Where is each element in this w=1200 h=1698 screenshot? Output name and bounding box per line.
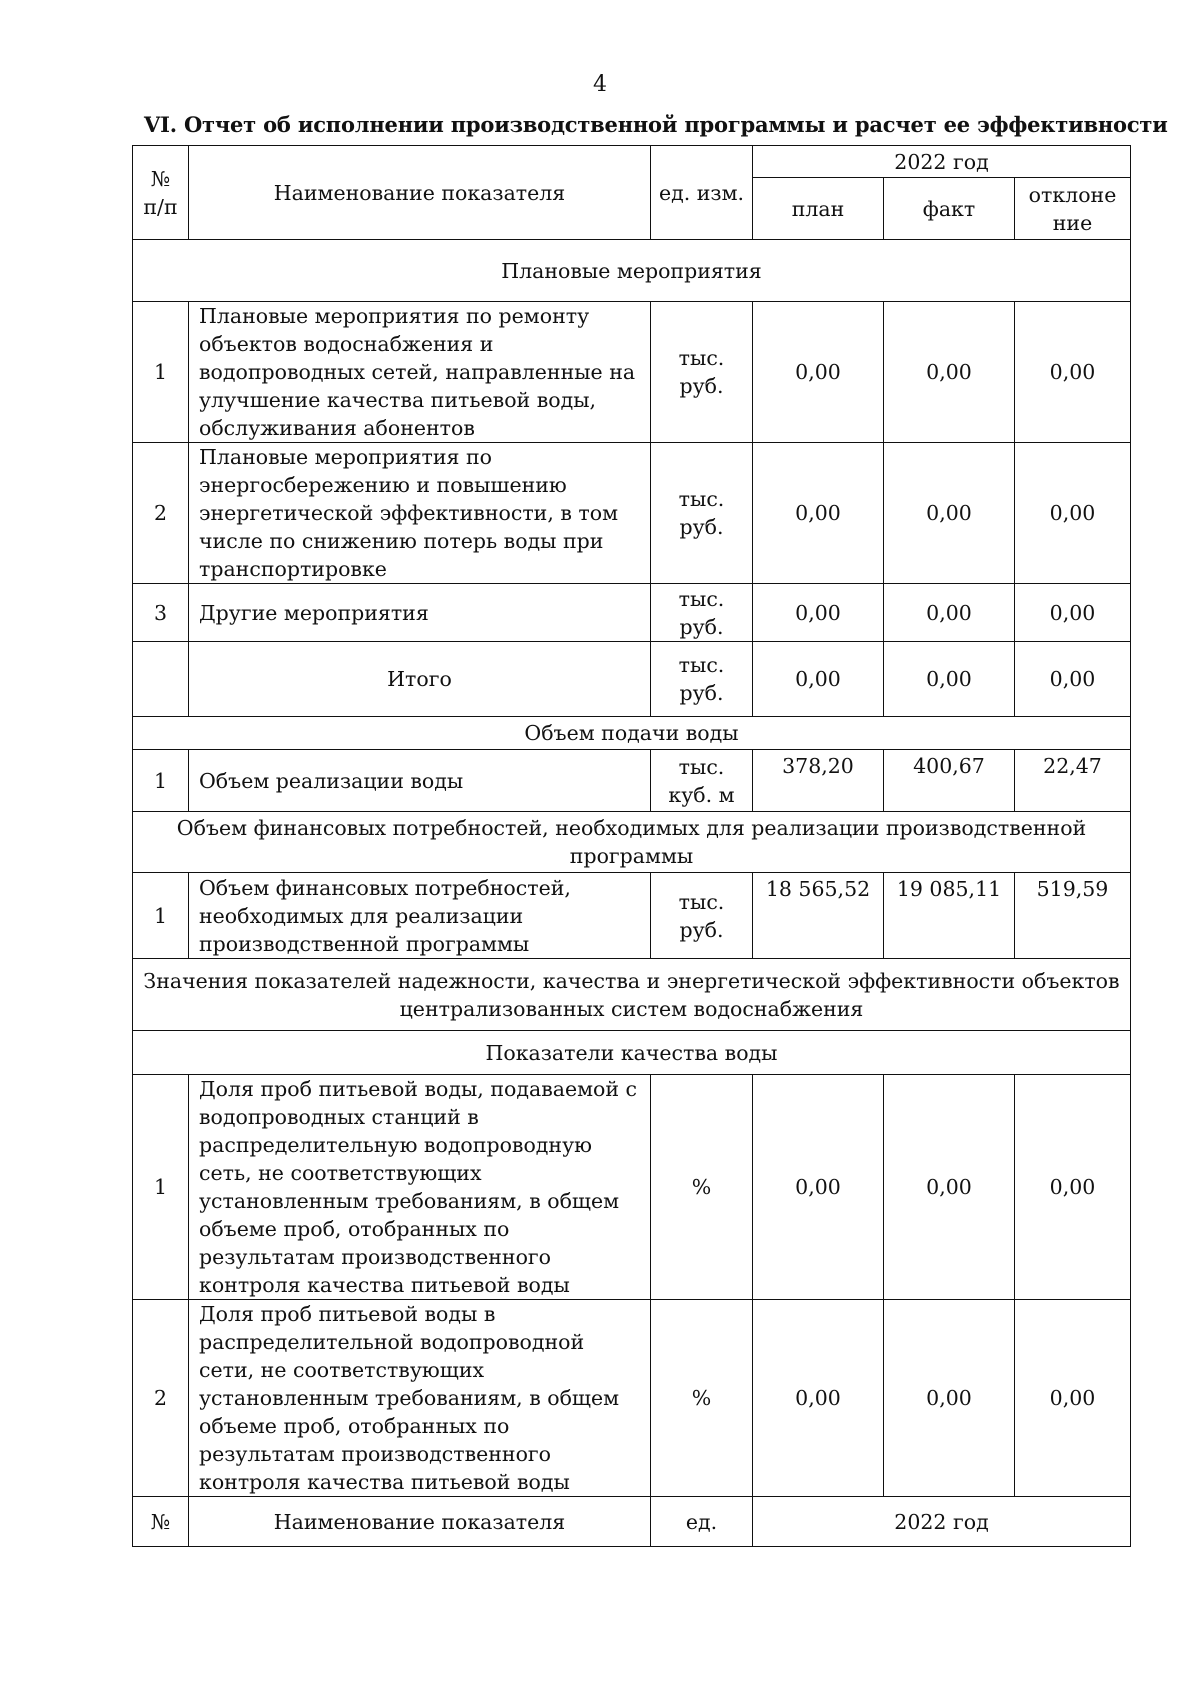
row-num	[133, 642, 189, 717]
row-deviation: 519,59	[1015, 873, 1131, 959]
col-num-header: № п/п	[133, 146, 189, 240]
row-plan: 0,00	[753, 1075, 884, 1300]
col-unit-header: ед. изм.	[651, 146, 753, 240]
table-row	[133, 873, 1131, 959]
table-row	[133, 1075, 1131, 1300]
table-row	[133, 302, 1131, 443]
section-row	[133, 959, 1131, 1031]
row-unit: тыс. руб.	[651, 302, 753, 443]
row-fact: 0,00	[884, 1075, 1015, 1300]
row-deviation: 0,00	[1015, 584, 1131, 642]
row-plan: 378,20	[753, 750, 884, 812]
row-fact: 0,00	[884, 584, 1015, 642]
row-fact: 0,00	[884, 1300, 1015, 1497]
row-fact: 19 085,11	[884, 873, 1015, 959]
row-plan: 0,00	[753, 1300, 884, 1497]
row-unit: %	[651, 1300, 753, 1497]
footer-year-header: 2022 год	[753, 1497, 1131, 1547]
row-unit: тыс. руб.	[651, 873, 753, 959]
row-deviation: 22,47	[1015, 750, 1131, 812]
row-deviation: 0,00	[1015, 642, 1131, 717]
row-plan: 0,00	[753, 642, 884, 717]
header-row	[133, 146, 1131, 178]
report-table	[132, 145, 1131, 1547]
row-name: Плановые мероприятия по энергосбережению и повышению энергетической эффективности, в том числе по снижению потерь воды при транспортировке	[189, 443, 651, 584]
row-name: Другие мероприятия	[189, 584, 651, 642]
row-deviation: 0,00	[1015, 443, 1131, 584]
section-indicators: Значения показателей надежности, качества и энергетической эффективности объектов централизованных систем водоснабжения	[133, 959, 1131, 1031]
row-unit: тыс. руб.	[651, 584, 753, 642]
section-row	[133, 717, 1131, 750]
footer-header-row	[133, 1497, 1131, 1547]
row-num: 3	[133, 584, 189, 642]
row-name: Итого	[189, 642, 651, 717]
row-name: Плановые мероприятия по ремонту объектов водоснабжения и водопроводных сетей, направленные на улучшение качества питьевой воды, обслуживания абонентов	[189, 302, 651, 443]
row-name: Объем реализации воды	[189, 750, 651, 812]
col-plan-header: план	[753, 178, 884, 240]
section-row	[133, 812, 1131, 873]
row-fact: 400,67	[884, 750, 1015, 812]
total-row	[133, 642, 1131, 717]
footer-unit-header: ед.	[651, 1497, 753, 1547]
section-row	[133, 240, 1131, 302]
row-fact: 0,00	[884, 642, 1015, 717]
row-num: 2	[133, 443, 189, 584]
section-water-quality: Показатели качества воды	[133, 1031, 1131, 1075]
row-num: 1	[133, 873, 189, 959]
footer-num-header: №	[133, 1497, 189, 1547]
table-row	[133, 750, 1131, 812]
footer-name-header: Наименование показателя	[189, 1497, 651, 1547]
row-name: Доля проб питьевой воды в распределительной водопроводной сети, не соответствующих установленным требованиям, в общем объеме проб, отобранных по результатам производственного контроля качества питьевой воды	[189, 1300, 651, 1497]
row-unit: %	[651, 1075, 753, 1300]
row-num: 1	[133, 1075, 189, 1300]
row-plan: 18 565,52	[753, 873, 884, 959]
section-row	[133, 1031, 1131, 1075]
row-deviation: 0,00	[1015, 302, 1131, 443]
table-row	[133, 443, 1131, 584]
section-planned-events: Плановые мероприятия	[133, 240, 1131, 302]
row-unit: тыс. куб. м	[651, 750, 753, 812]
row-num: 2	[133, 1300, 189, 1497]
col-year-header: 2022 год	[753, 146, 1131, 178]
section-water-supply: Объем подачи воды	[133, 717, 1131, 750]
row-plan: 0,00	[753, 302, 884, 443]
section-financial: Объем финансовых потребностей, необходимых для реализации производственной программы	[133, 812, 1131, 873]
document-title: VI. Отчет об исполнении производственной программы и расчет ее эффективности	[144, 112, 1168, 137]
row-unit: тыс. руб.	[651, 443, 753, 584]
row-fact: 0,00	[884, 302, 1015, 443]
row-num: 1	[133, 302, 189, 443]
row-num: 1	[133, 750, 189, 812]
col-deviation-header: отклоне ние	[1015, 178, 1131, 240]
row-unit: тыс. руб.	[651, 642, 753, 717]
row-name: Доля проб питьевой воды, подаваемой с водопроводных станций в распределительную водопроводную сеть, не соответствующих установленным требованиям, в общем объеме проб, отобранных по результатам производственного контроля качества питьевой воды	[189, 1075, 651, 1300]
row-deviation: 0,00	[1015, 1075, 1131, 1300]
table-row	[133, 584, 1131, 642]
col-fact-header: факт	[884, 178, 1015, 240]
row-name: Объем финансовых потребностей, необходимых для реализации производственной программы	[189, 873, 651, 959]
row-plan: 0,00	[753, 443, 884, 584]
row-plan: 0,00	[753, 584, 884, 642]
page-number: 4	[593, 72, 607, 97]
row-fact: 0,00	[884, 443, 1015, 584]
row-deviation: 0,00	[1015, 1300, 1131, 1497]
col-name-header: Наименование показателя	[189, 146, 651, 240]
table-row	[133, 1300, 1131, 1497]
